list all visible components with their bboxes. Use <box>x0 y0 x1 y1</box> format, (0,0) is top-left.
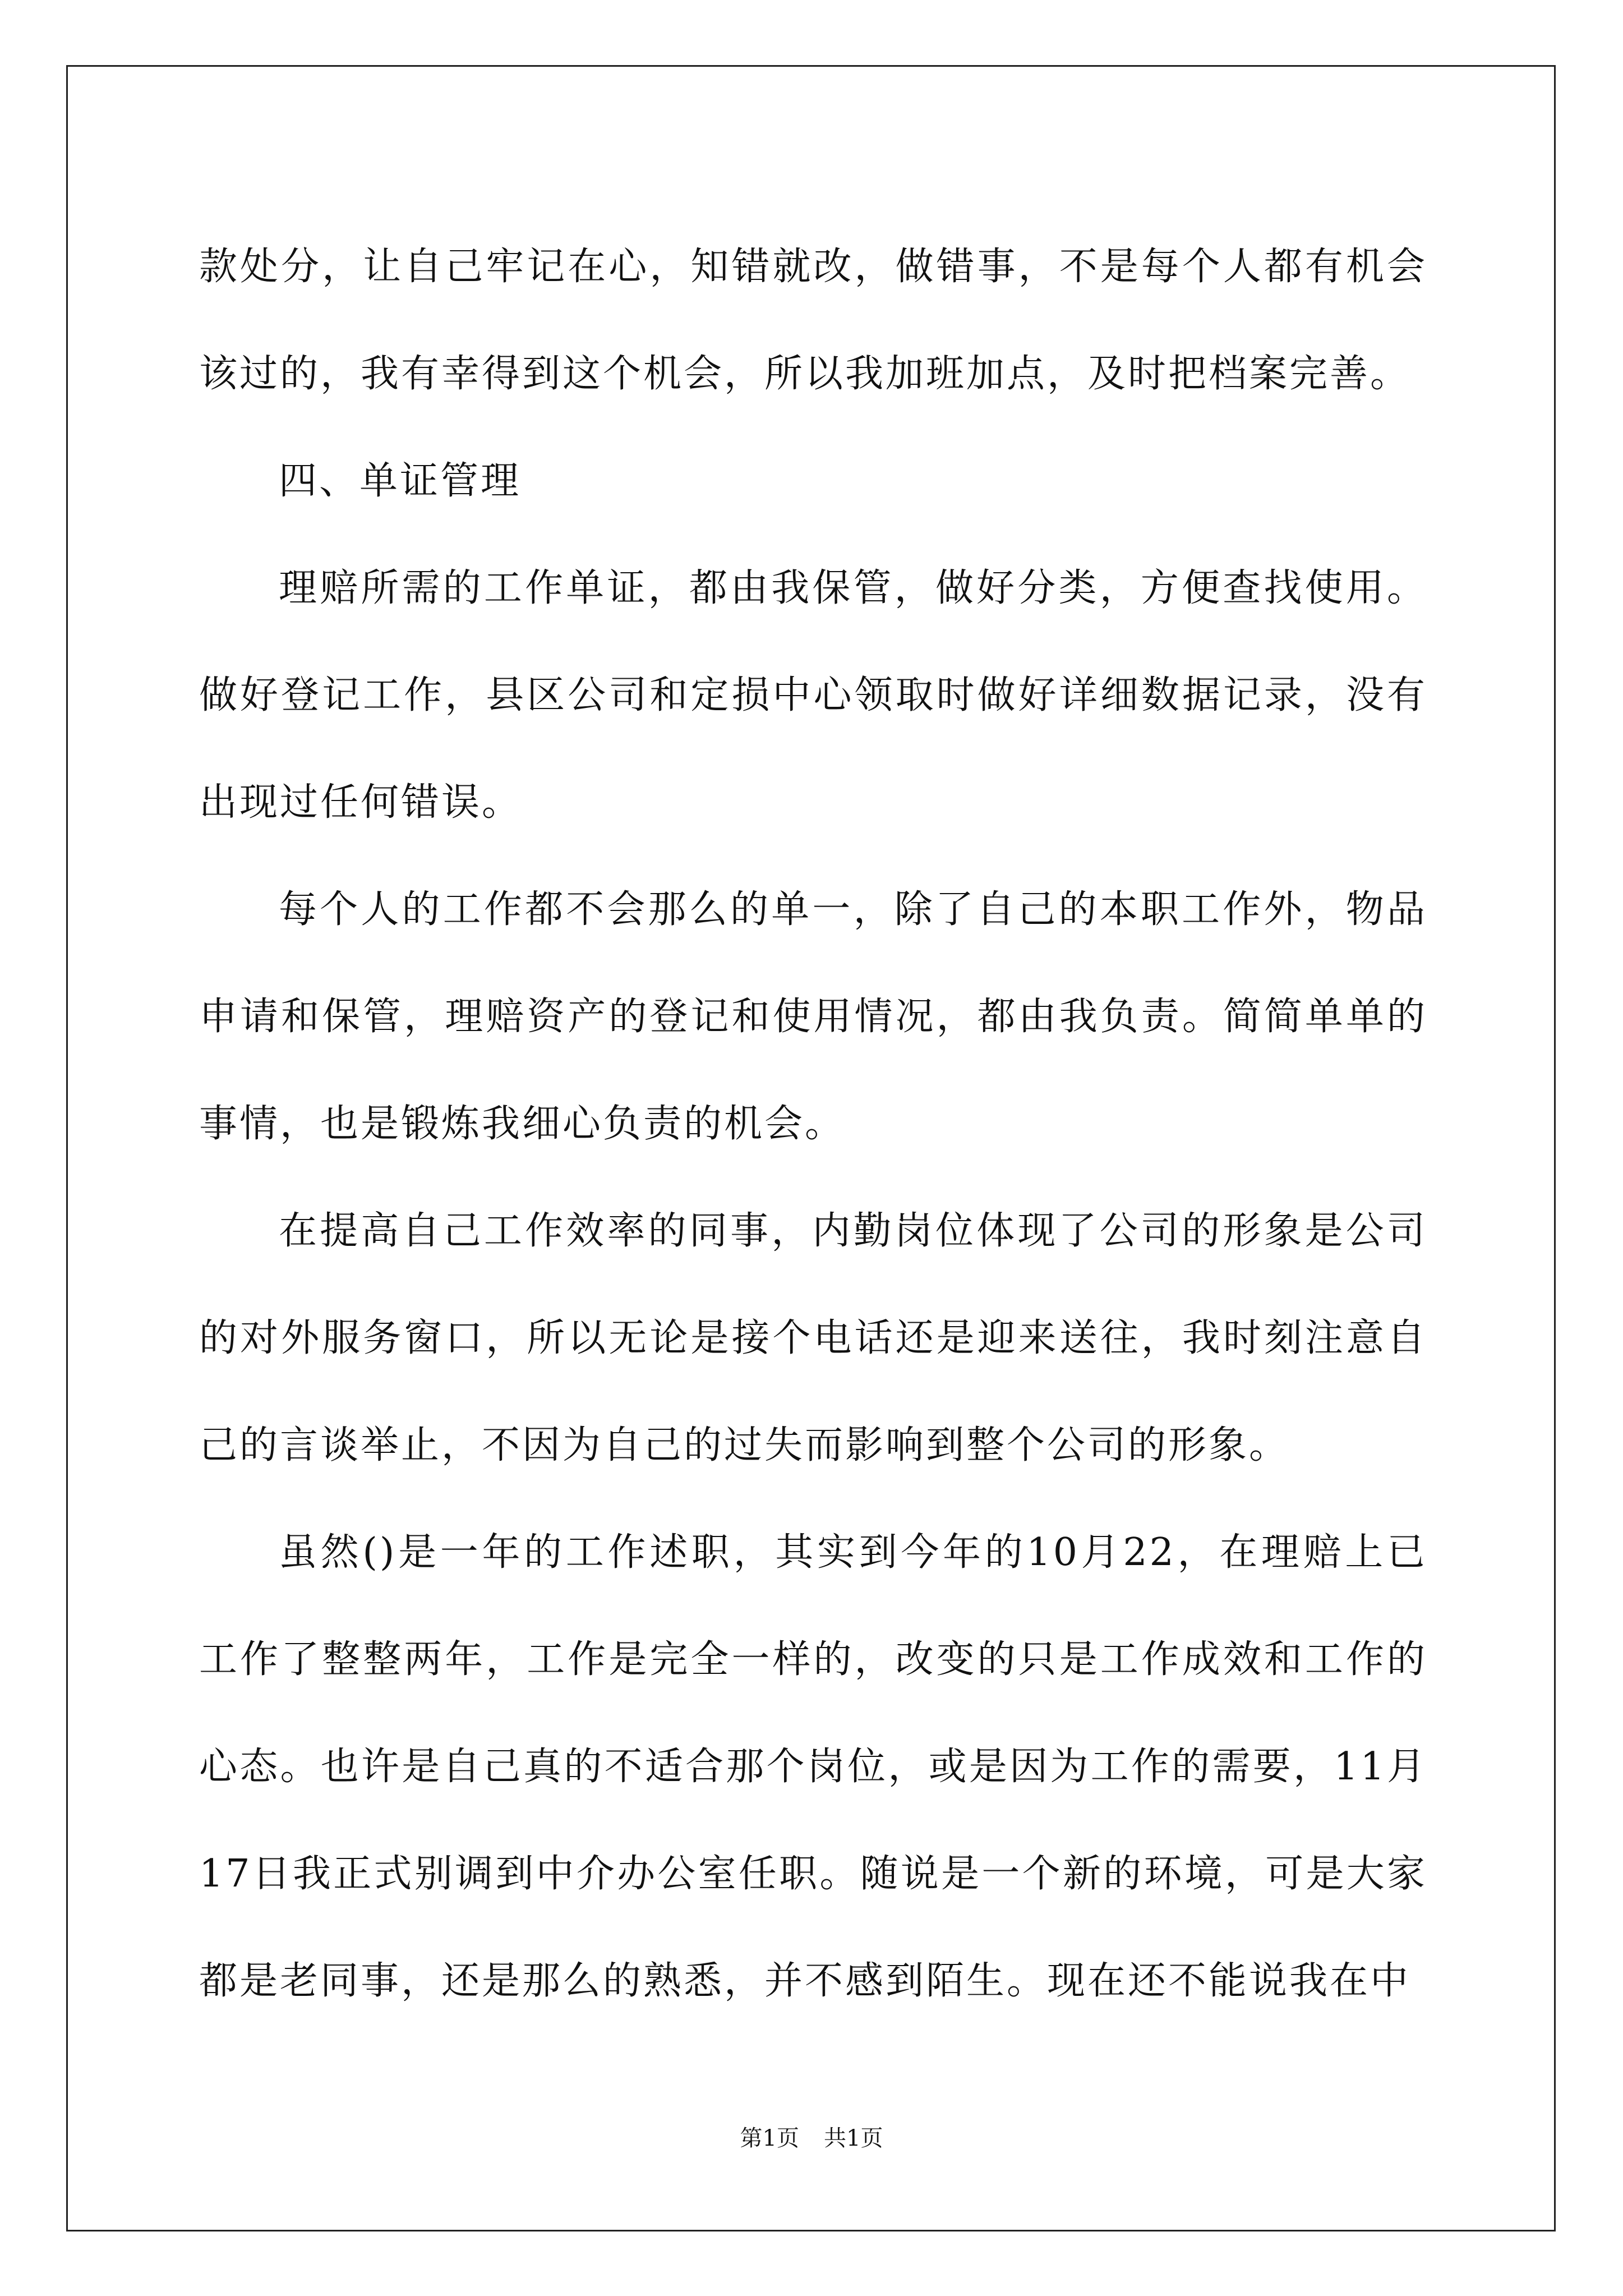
document-body <box>199 213 1427 2035</box>
section-heading: 四、单证管理 <box>279 459 522 503</box>
page-number: 第1页 <box>740 2125 799 2151</box>
paragraph-5: 在提高自己工作效率的同事，内勤岗位体现了公司的形象是公司的对外服务窗口，所以无论是接个电话还是迎来送往，我时刻注意自己的言谈举止，不因为自己的过失而影响到整个公司的形象。 <box>199 1209 1427 1467</box>
paragraph-1: 款处分，让自己牢记在心，知错就改，做错事，不是每个人都有机会该过的，我有幸得到这个机会，所以我加班加点，及时把档案完善。 <box>199 245 1427 396</box>
paragraph-3: 理赔所需的工作单证，都由我保管，做好分类，方便查找使用。做好登记工作，县区公司和定损中心领取时做好详细数据记录，没有出现过任何错误。 <box>199 566 1427 825</box>
paragraph-4: 每个人的工作都不会那么的单一，除了自己的本职工作外，物品申请和保管，理赔资产的登记和使用情况，都由我负责。简简单单的事情，也是锻炼我细心负责的机会。 <box>199 887 1427 1146</box>
paragraph-6: 虽然()是一年的工作述职，其实到今年的10月22，在理赔上已工作了整整两年，工作是完全一样的，改变的只是工作成效和工作的心态。也许是自己真的不适合那个岗位，或是因为工作的需要，11月17日我正式别调到中介办公室任职。随说是一个新的环境，可是大家都是老同事，还是那么的熟悉，并不感到陌生。现在还不能说我在中 <box>199 1530 1427 2003</box>
total-pages: 共1页 <box>824 2125 883 2151</box>
page-footer <box>0 2122 1623 2155</box>
